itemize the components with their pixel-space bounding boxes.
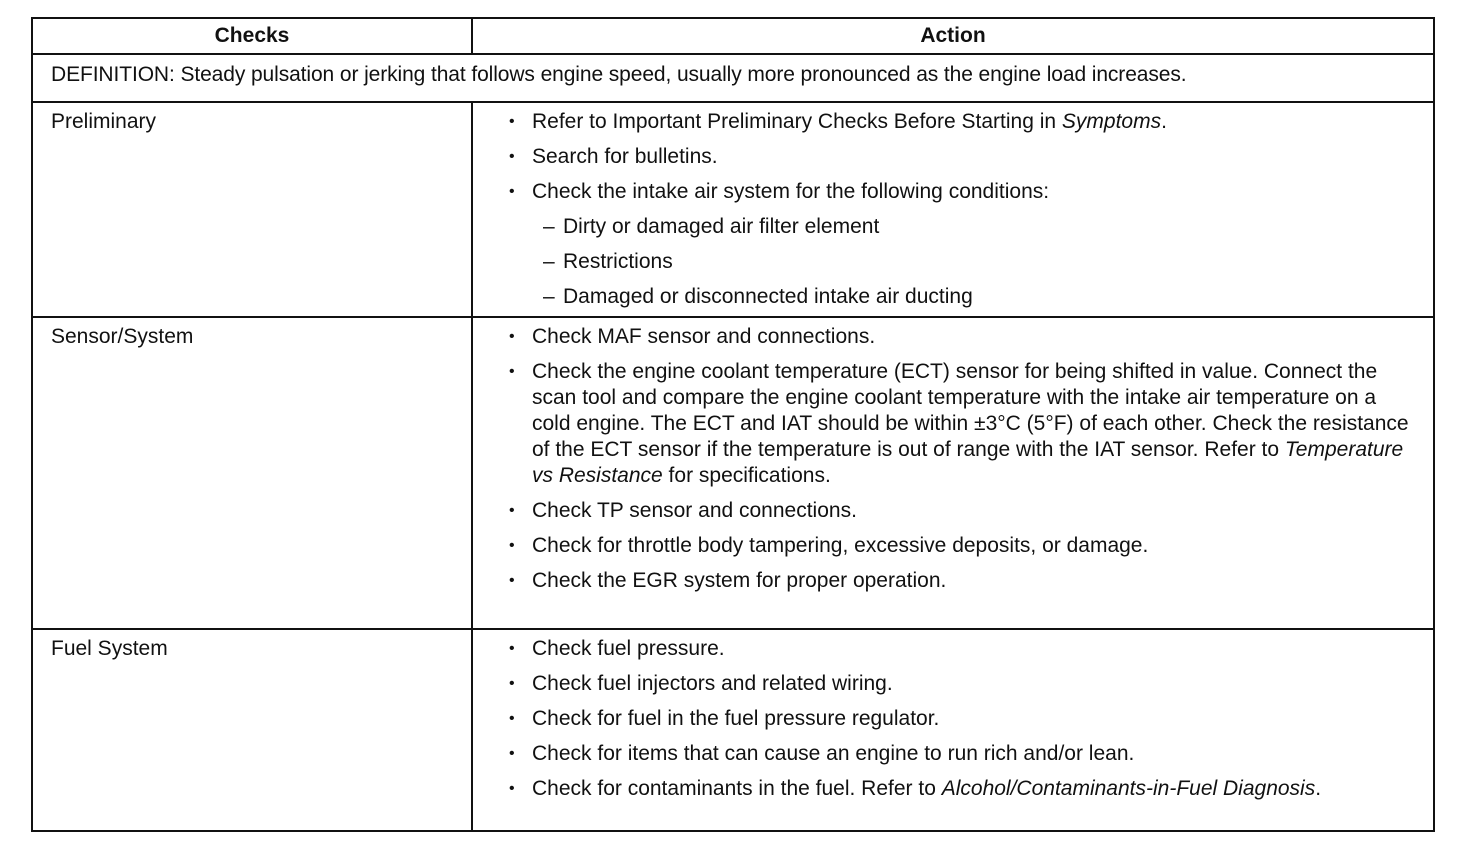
condition-item [532,249,1413,275]
bullet-icon: • [509,148,515,165]
action-cell [472,102,1434,317]
checks-column-header: Checks [32,18,472,54]
action-text: Check fuel injectors and related wiring. [532,672,893,695]
action-item [505,706,1413,732]
action-item [505,776,1413,802]
action-list [505,324,1413,594]
action-text: Check for contaminants in the fuel. Refer to [532,777,942,800]
bullet-icon: • [509,363,515,380]
bullet-icon: • [509,183,515,200]
definition-row [32,54,1434,102]
bullet-icon: • [509,502,515,519]
dash-icon: – [543,250,555,273]
bullet-icon: • [509,328,515,345]
action-text: Check for fuel in the fuel pressure regulator. [532,707,940,730]
condition-text: Restrictions [563,250,673,273]
table-row-fuel-system [32,629,1434,831]
action-list [505,109,1413,310]
action-text: Check MAF sensor and connections. [532,325,876,348]
action-text: Check fuel pressure. [532,637,725,660]
table-row-preliminary [32,102,1434,317]
action-item [505,179,1413,310]
bullet-icon: • [509,710,515,727]
action-text: Check TP sensor and connections. [532,499,857,522]
dash-icon: – [543,285,555,308]
action-item [505,359,1413,489]
action-item [505,636,1413,662]
action-text: Check the EGR system for proper operation. [532,569,947,592]
action-item [505,324,1413,350]
action-text: Check for throttle body tampering, excessive deposits, or damage. [532,534,1149,557]
action-item [505,568,1413,594]
check-label: Fuel System [32,629,472,831]
action-item [505,533,1413,559]
action-text: Check for items that can cause an engine to run rich and/or lean. [532,742,1135,765]
action-cell [472,317,1434,629]
action-cell [472,629,1434,831]
action-reference: Symptoms [1061,110,1162,133]
condition-sublist [532,214,1413,310]
bullet-icon: • [509,640,515,657]
condition-item [532,284,1413,310]
action-item [505,109,1413,135]
check-label: Sensor/System [32,317,472,629]
action-text-tail: . [1161,110,1167,133]
bullet-icon: • [509,745,515,762]
action-reference: Alcohol/Contaminants-in-Fuel Diagnosis [941,777,1316,800]
condition-text: Damaged or disconnected intake air ducting [563,285,973,308]
action-reference: Temperature vs Resistance [532,438,1404,487]
action-item [505,498,1413,524]
dash-icon: – [543,215,555,238]
bullet-icon: • [509,537,515,554]
table-row-sensor-system [32,317,1434,629]
bullet-icon: • [509,113,515,130]
action-item [505,741,1413,767]
action-text-tail: . [1315,777,1322,800]
action-text: Search for bulletins. [532,145,718,168]
action-text: Check the intake air system for the following conditions: [532,180,1050,203]
check-label: Preliminary [32,102,472,317]
bullet-icon: • [509,780,515,797]
action-item [505,144,1413,170]
header-row [32,18,1434,54]
action-text-tail: for specifications. [662,464,831,487]
action-list [505,636,1413,802]
condition-text: Dirty or damaged air filter element [563,215,880,238]
action-item [505,671,1413,697]
bullet-icon: • [509,675,515,692]
action-text: Check the engine coolant temperature (ECT) sensor for being shifted in value. Connect the scan tool and compare the engine coolant temperature with the intake air temperature on a cold engine. The ECT and IAT should be within ±3°C (5°F) of each other. Check the resistance of the ECT sensor if the temperature is out of range with the IAT sensor. Refer to [532,360,1409,461]
definition-text: DEFINITION: Steady pulsation or jerking that follows engine speed, usually more pronounced as the engine load increases. [32,54,1434,102]
action-column-header: Action [472,18,1434,54]
bullet-icon: • [509,572,515,589]
action-text: Refer to Important Preliminary Checks Before Starting in [532,110,1062,133]
diagnostic-table [31,17,1435,832]
condition-item [532,214,1413,240]
